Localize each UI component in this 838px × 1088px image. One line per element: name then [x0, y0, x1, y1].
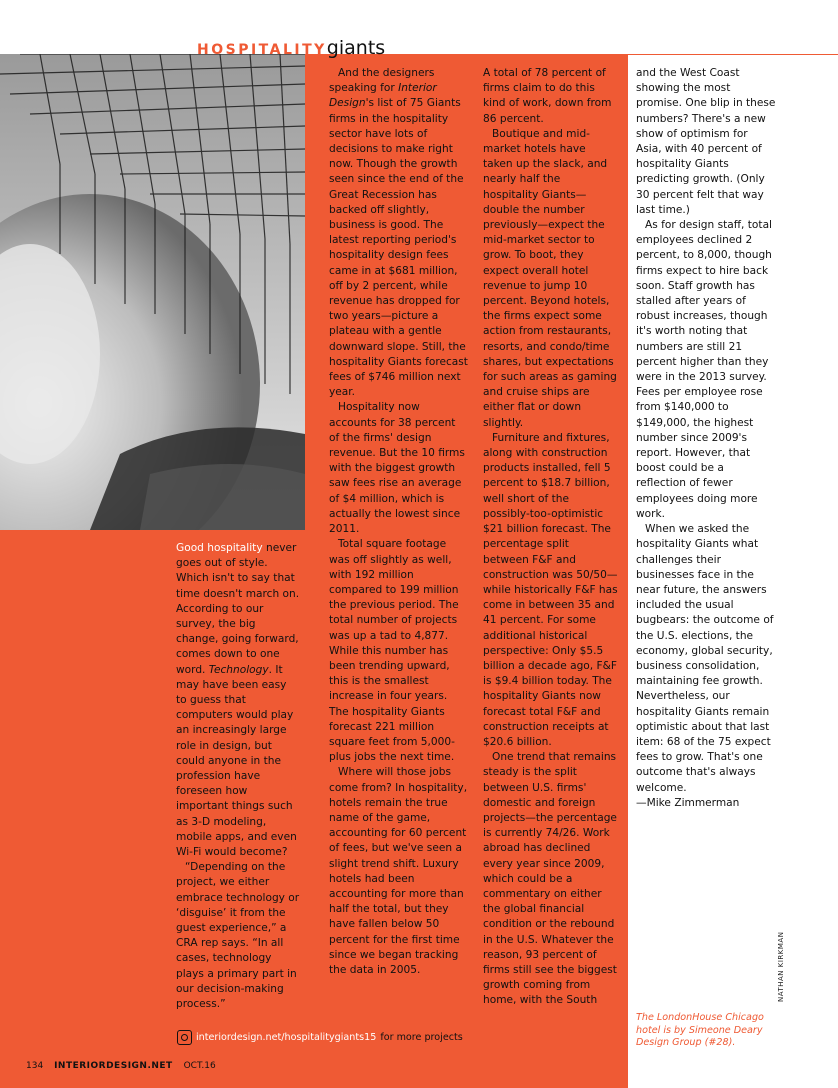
photo-credit: NATHAN KIRKMAN — [777, 931, 785, 1002]
section-kicker: HOSPITALITY — [197, 42, 327, 58]
article-column-3 — [483, 66, 618, 1009]
page-number: 134 — [26, 1061, 44, 1071]
photo-caption: The LondonHouse Chicago hotel is by Simeone Deary Design Group (#28). — [636, 1012, 764, 1048]
more-projects-link-row — [177, 1030, 463, 1045]
camera-icon — [177, 1030, 192, 1045]
photo-icon — [0, 54, 305, 530]
paragraph: As for design staff, total employees declined 2 percent, to 8,000, though firms expect to hire back soon. Staff growth has stalled after years of robust increases, though it's worth noting that numbers are still 21 percent higher than they were in the 2013 survey. Fees per employee rose from $140,000 to $149,000, the highest number since 2009's report. However, that boost could be a reflection of fewer employees doing more work. — [636, 219, 773, 520]
magazine-name: Interior Design — [329, 82, 437, 110]
paragraph-text: 's list of 75 Giants firms in the hospitality sector have lots of decisions to make right now. Though the growth seen since the end of the Great Recession has backed off slightly, business is good. The latest reporting period's hospitality design fees came in at $681 million, off by 2 percent, while revenue has dropped for two years—picture a plateau with a gentle downward slope. Still, the hospitality Giants forecast fees of $746 million next year. — [329, 97, 468, 399]
article-column-4 — [636, 66, 776, 811]
paragraph: Boutique and mid-market hotels have taken up the slack, and nearly half the hospitality Giants—double the number previously—expect the mid-market sector to grow. To boot, they expect overall hotel revenue to jump 10 percent. Beyond hotels, the firms expect some action from restaurants, resorts, and condo/time shares, but expectations for such areas as gaming and cruise ships are either flat or down slightly. — [483, 127, 617, 429]
header-rule — [628, 54, 838, 55]
paragraph: A total of 78 percent of firms claim to do this kind of work, down from 86 percent. — [483, 67, 612, 125]
paragraph-text: never goes out of style. Which isn't to say that time doesn't march on. According to our survey, the big change, going forward, comes down to one word. — [176, 542, 300, 676]
lead-in: Good hospitality — [176, 542, 263, 554]
hotel-photo — [0, 54, 305, 530]
link-suffix: for more projects — [380, 1032, 463, 1043]
magazine-brand: INTERIORDESIGN.NET — [54, 1061, 173, 1071]
paragraph: Hospitality now accounts for 38 percent of the firms' design revenue. But the 10 firms with the biggest growth saw fees rise an average of $4 million, which is actually the lowest since 2011. — [329, 401, 465, 536]
paragraph — [329, 66, 469, 400]
paragraph: Furniture and fixtures, along with construction products installed, fell 5 percent to $18.7 billion, well short of the possibly-too-optimistic $21 billion forecast. The percentage split between F&F and construction was 50/50—while historically F&F has come in between 35 and 41 percent. For some additional historical perspective: Only $5.5 billion a decade ago, F&F is $9.4 billion today. The hospitality Giants now forecast total F&F and construction receipts at $20.6 billion. — [483, 431, 618, 748]
more-projects-link[interactable]: interiordesign.net/hospitalitygiants15 — [196, 1032, 377, 1043]
paragraph-text: . It may have been easy to guess that computers would play an increasingly large role in design, but could anyone in the profession have foreseen how important things such as 3-D modeling, mobile apps, and even Wi-Fi would become? — [176, 663, 297, 859]
paragraph — [176, 541, 300, 860]
issue-date: OCT.16 — [183, 1061, 216, 1071]
paragraph-text: And the designers speaking for — [329, 67, 435, 95]
paragraph: and the West Coast showing the most promise. One blip in these numbers? There's a new show of optimism for Asia, with 40 percent of hospitality Giants predicting growth. (Only 30 percent felt that way last time.) — [636, 67, 776, 216]
section-header — [197, 37, 385, 59]
paragraph: “Depending on the project, we either embrace technology or ‘disguise’ it from the guest experience,” a CRA rep says. “In all cases, technology plays a primary part in our decision-making process.” — [176, 861, 300, 1011]
author-signature: —Mike Zimmerman — [636, 796, 740, 809]
paragraph-emphasis: Technology — [208, 663, 269, 676]
paragraph: One trend that remains steady is the split between U.S. firms' domestic and foreign projects—the percentage is currently 74/26. Work abroad has declined every year since 2009, which could be a commentary on either the global financial condition or the rebound in the U.S. Whatever the reason, 93 percent of firms still see the biggest growth coming from home, with the South — [483, 751, 617, 1007]
article-column-2 — [329, 66, 469, 978]
section-word: giants — [326, 37, 386, 59]
paragraph: Total square footage was off slightly as well, with 192 million compared to 199 million the previous period. The total number of projects was up a tad to 4,877. While this number has been trending upward, this is the smallest increase in four years. The hospitality Giants forecast 221 million square feet from 5,000-plus jobs the next time. — [329, 538, 459, 764]
article-column-1 — [176, 541, 300, 1012]
page-footer — [26, 1061, 224, 1071]
paragraph: Where will those jobs come from? In hospitality, hotels remain the true name of the game, accounting for 60 percent of fees, but we've seen a slight trend shift. Luxury hotels had been accounting for more than half the total, but they have fallen below 50 percent for the first time since we began tracking the data in 2005. — [329, 766, 468, 976]
paragraph: When we asked the hospitality Giants what challenges their businesses face in the near future, the answers included the usual bugbears: the outcome of the U.S. elections, the economy, global security, business consolidation, maintaining fee growth. Nevertheless, our hospitality Giants remain optimistic about that last item: 68 of the 75 expect fees to grow. That's one outcome that's always welcome. — [636, 523, 774, 794]
